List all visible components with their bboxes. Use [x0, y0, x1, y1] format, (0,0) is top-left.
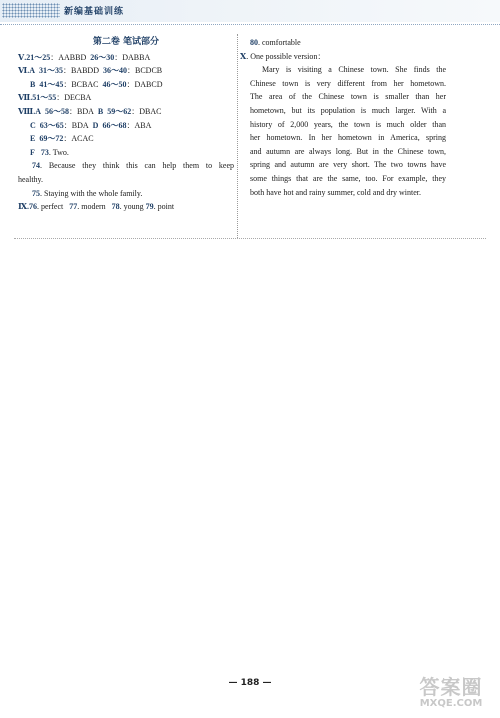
section-label: Ⅵ.A	[18, 66, 35, 76]
essay-line: some things that are the same, too. For example, they	[250, 173, 446, 183]
section-text: . One possible version：	[246, 51, 326, 61]
answer-line-63-68	[18, 119, 234, 133]
answer-line-80	[250, 36, 446, 50]
answer: ：ACAC	[63, 134, 94, 144]
answer: . point	[153, 202, 175, 212]
header-title: 新编基础训练	[64, 7, 125, 17]
item-number: 56～58	[44, 106, 69, 116]
answer: ：AABBD	[50, 52, 87, 62]
answer: ：DABBA	[114, 52, 151, 62]
essay-line: hometown, but its population is much larger. With a	[250, 105, 446, 115]
answer: . Staying with the whole family.	[40, 188, 143, 198]
essay-line: history of 2,000 years, the town is much older than	[250, 119, 446, 129]
answer-line-51-55	[18, 91, 234, 105]
answer: . young	[119, 202, 146, 212]
answer-line-75	[18, 187, 234, 201]
answer: ：BABDD	[62, 66, 99, 76]
answer-line-69-72	[18, 132, 234, 146]
answer-line-41-50	[18, 78, 234, 92]
item-number: 77	[69, 202, 78, 212]
part-label: C	[30, 120, 36, 130]
page-number: — 188 —	[228, 678, 272, 688]
part-label: E	[30, 134, 36, 144]
writing-section-label	[240, 50, 446, 64]
item-number: 63～65	[39, 120, 64, 130]
answer-line-31-40	[18, 64, 234, 78]
part-label: B	[30, 79, 36, 89]
watermark-url: MXQE.COM	[419, 698, 483, 709]
item-number: 66～68	[102, 120, 127, 130]
section-label: Ⅷ.A	[18, 106, 41, 116]
item-number: Ⅸ.76	[18, 202, 38, 212]
header-band	[0, 0, 500, 22]
answer: ：BCBAC	[63, 79, 99, 89]
header-divider	[0, 24, 500, 25]
item-number: 26～30	[90, 52, 115, 62]
item-number: 74	[32, 161, 40, 171]
section-bottom-border	[14, 238, 486, 239]
section-label: Ⅹ	[240, 51, 247, 61]
right-column	[240, 36, 446, 199]
item-number: 36～40	[103, 66, 127, 76]
answer: ：ABA	[126, 120, 152, 130]
header-dot-pattern	[2, 3, 60, 18]
item-number: 79	[145, 202, 154, 212]
essay-line-last: both have hot and rainy summer, cold and dry winter.	[250, 187, 421, 197]
answer-line-74	[18, 159, 234, 173]
part-label: F	[30, 147, 35, 157]
answer-line-56-62	[18, 105, 234, 119]
answer: ：BDA	[68, 106, 94, 116]
part-label: D	[92, 120, 99, 130]
item-number: 69～72	[39, 134, 64, 144]
essay-line: spring and autumn are very short. The two towns have	[250, 160, 446, 170]
section-title: 第二卷 笔试部分	[92, 37, 160, 47]
answer: . perfect	[37, 202, 66, 212]
item-number: Ⅴ.21～25	[18, 52, 51, 62]
left-column	[18, 36, 234, 214]
answer: ：DBAC	[131, 106, 162, 116]
item-number: 80	[250, 38, 258, 47]
item-number: 41～45	[39, 79, 64, 89]
item-number: Ⅶ.51～55	[18, 93, 57, 103]
item-number: 78	[111, 202, 120, 212]
essay-line: her hometown. In her hometown in America, spring	[250, 133, 446, 143]
item-number: 31～35	[38, 66, 63, 76]
answer: . Two.	[48, 147, 69, 157]
answer: . comfortable	[258, 38, 301, 47]
answer: ：DECBA	[56, 93, 92, 103]
watermark-logo	[405, 676, 497, 716]
answer-line-73	[18, 146, 234, 160]
answer: ：BDA	[63, 120, 89, 130]
answer-line-76-79	[18, 200, 234, 214]
essay-line: and autumn are always long. But in the Chinese town,	[250, 146, 446, 156]
watermark-text: 答案圈	[419, 675, 483, 699]
answer-line-74-cont: healthy.	[18, 174, 44, 184]
item-number: 75	[32, 188, 40, 198]
answer: ：BCDCB	[127, 66, 163, 76]
part-label: B	[97, 106, 104, 116]
answer: ：DABCD	[126, 79, 163, 89]
essay-line: Chinese town is very different from her hometown.	[250, 78, 446, 88]
item-number: 59～62	[107, 106, 132, 116]
item-number: 73	[40, 147, 49, 157]
column-divider	[237, 34, 238, 238]
answer-line-21-30	[18, 51, 234, 65]
answer: . modern	[77, 202, 108, 212]
answer: . Because they think this can help them to keep	[40, 161, 234, 171]
essay-line: The area of the Chinese town is smaller than her	[250, 92, 446, 102]
item-number: 46～50	[102, 79, 127, 89]
essay-line: Mary is visiting a Chinese town. She finds the	[262, 65, 446, 75]
